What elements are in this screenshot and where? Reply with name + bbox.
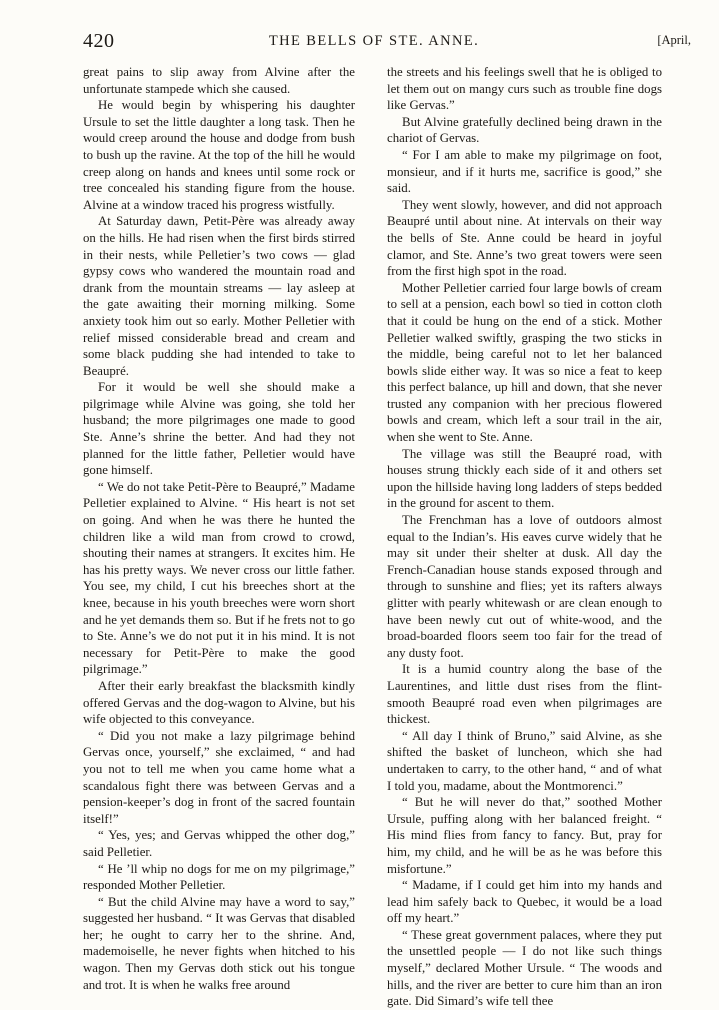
paragraph: The Frenchman has a love of outdoors almost equal to the Indian’s. His eaves curve widely that he may sit under their shelter at dusk. All day the French-Canadian house stands exposed through and through to sunshine and flies; yet its rafters always glitter with pearly whitewash or are clean enough to have been newly cut out of white-wood, and the broad-boarded floors seem too fair for the tread of any dusty foot. (387, 513, 662, 660)
paragraph: “ He ’ll whip no dogs for me on my pilgrimage,” responded Mother Pelletier. (83, 861, 355, 893)
paragraph: “ Did you not make a lazy pilgrimage behind Gervas once, yourself,” she exclaimed, “ and had you not to tell me when you came home what a scandalous fight there was between Gervas and a pension-keeper’s dog in front of the sacred fountain itself!” (83, 728, 355, 826)
paragraph: “ For I am able to make my pilgrimage on foot, monsieur, and if it hurts me, sacrifice is good,” she said. (387, 147, 662, 196)
page-number: 420 (83, 30, 115, 52)
paragraph: “ But he will never do that,” soothed Mother Ursule, puffing along with her balanced freight. “ His mind flies from fancy to fancy. But, pray for him, my child, and he will be as he was before this misfortune.” (387, 795, 662, 876)
paragraph: “ All day I think of Bruno,” said Alvine, as she shifted the basket of luncheon, which she had undertaken to carry, to the other hand, “ and of what I told you, madame, about the Montmorenci.” (387, 728, 662, 793)
running-date: [April, (657, 33, 691, 47)
paragraph: great pains to slip away from Alvine after the unfortunate stampede which she caused. (83, 65, 355, 96)
paragraph: But Alvine gratefully declined being drawn in the chariot of Gervas. (387, 114, 662, 146)
paragraph: “ We do not take Petit-Père to Beaupré,” Madame Pelletier explained to Alvine. “ His heart is not set on going. And when he was there he hunted the children like a wild man from crowd to crowd, shouting their names at strangers. It excites him. He has his pretty ways. We never cross our little father. You see, my child, I cut his breeches short at the knee, because in his youth breeches were worn short and he yet demands them so. But if he frets not to go to Ste. Anne’s we do not put it in his mind. It is not necessary for Petit-Père to make the good pilgrimage.” (83, 479, 355, 677)
paragraph: the streets and his feelings swell that he is obliged to let them out on mangy curs such as trouble fine dogs like Gervas.” (387, 65, 662, 113)
paragraph: “ Yes, yes; and Gervas whipped the other dog,” said Pelletier. (83, 828, 355, 859)
paragraph: Mother Pelletier carried four large bowls of cream to sell at a pension, each bowl so tied in cotton cloth that it could be hung on the end of a stick. Mother Pelletier walked swiftly, grasping the two sticks in the middle, being careful not to let her balanced bowls slide either way. It was so nice a feat to keep this perfect balance, up hill and down, that she never trusted any companion with her precious flowered bowls and cream, which left a sour trail in the air, when she went to Ste. Anne. (387, 280, 662, 445)
page-header (83, 30, 691, 52)
paragraph: At Saturday dawn, Petit-Père was already away on the hills. He had risen when the first birds stirred in their nests, while Pelletier’s two cows — glad gypsy cows who wandered the mountain road and drank from the mountain streams — lay asleep at the gate awaiting their morning milking. Some anxiety took him out so early. Mother Pelletier with relief missed considerable bread and cream and some black pudding she had intended to take to Beaupré. (83, 214, 355, 378)
left-column (83, 64, 355, 992)
paragraph: They went slowly, however, and did not approach Beaupré until about nine. At intervals on their way the bells of Ste. Anne could be heard in joyful clamor, and Ste. Anne’s two great towers were seen from the first high spot in the road. (387, 197, 662, 279)
paragraph: After their early breakfast the blacksmith kindly offered Gervas and the dog-wagon to Alvine, but his wife objected to this conveyance. (83, 678, 355, 727)
paragraph: “ These great government palaces, where they put the unsettled people — I do not like such things myself,” declared Mother Ursule. “ The woods and hills, and the river are better to cure him than an iron gate. Did Simard’s wife tell thee (387, 927, 662, 1009)
right-column (387, 64, 662, 1009)
paragraph: It is a humid country along the base of the Laurentines, and little dust rises from the flint-smooth Beaupré road even when pilgrimages are thickest. (387, 662, 662, 727)
paragraph: He would begin by whispering his daughter Ursule to set the little daughter a long task. Then he would creep around the house and dodge from bush to bush up the ravine. At the top of the hill he would creep along on hands and knees until some rock or tree concealed his standing figure from the house. Alvine at a window traced his progress wistfully. (83, 98, 355, 212)
paragraph: The village was still the Beaupré road, with houses strung thickly each side of it and others set upon the hillside having long ladders of steps bedded in the ground for ascent to them. (387, 446, 662, 511)
paragraph: For it would be well she should make a pilgrimage while Alvine was going, she told her husband; the more pilgrimages one made to good Ste. Anne’s shrine the better. And had they not planned for the little father, Pelletier would have gone himself. (83, 380, 355, 478)
running-title: THE BELLS OF STE. ANNE. (268, 33, 480, 49)
paragraph: “ Madame, if I could get him into my hands and lead him safely back to Quebec, it would be a load off my heart.” (387, 878, 662, 926)
paragraph: “ But the child Alvine may have a word to say,” suggested her husband. “ It was Gervas that disabled her; he ought to carry her to the shrine. And, mademoiselle, he never fights when hitched to his wagon. Then my Gervas doth stick out his tongue and trot. It is when he walks free around (83, 894, 355, 992)
